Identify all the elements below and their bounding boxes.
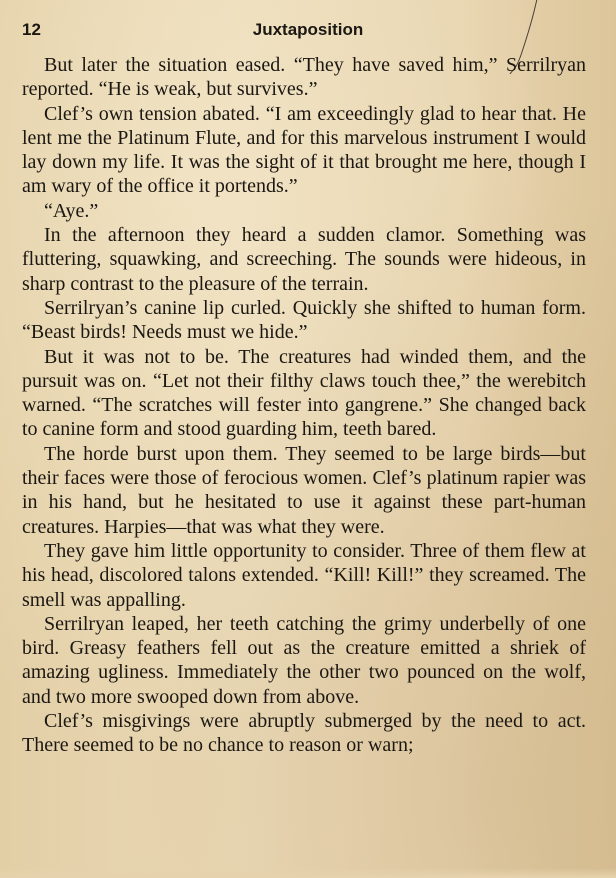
- paragraph: The horde burst upon them. They seemed to be large birds—but their faces were those of ferocious women. Clef’s platinum rapier was in his hand, but he hesitated to use it against these part-human creatures. Harpies—that was what they were.: [22, 442, 586, 538]
- page-number: 12: [22, 20, 41, 39]
- running-head: Juxtaposition: [252, 20, 364, 39]
- paragraph: But it was not to be. The creatures had winded them, and the pursuit was on. “Let not their filthy claws touch thee,” the werebitch warned. “The scratches will fester into gangrene.” She changed back to canine form and stood guarding him, teeth bared.: [22, 345, 586, 441]
- paragraph: In the afternoon they heard a sudden clamor. Something was fluttering, squawking, and screeching. The sounds were hideous, in sharp contrast to the pleasure of the terrain.: [22, 224, 586, 295]
- paragraph: Serrilryan’s canine lip curled. Quickly she shifted to human form. “Beast birds! Needs must we hide.”: [22, 296, 586, 344]
- page-header: [22, 18, 594, 46]
- body-text: [22, 53, 586, 758]
- paragraph: But later the situation eased. “They have saved him,” Serrilryan reported. “He is weak, but survives.”: [22, 54, 586, 101]
- paragraph: “Aye.”: [44, 199, 99, 222]
- paragraph: Serrilryan leaped, her teeth catching the grimy underbelly of one bird. Greasy feathers fell out as the creature emitted a shriek of amazing ugliness. Immediately the other two pounced on the wolf, and two more swooped down from above.: [22, 612, 586, 708]
- paragraph: Clef’s misgivings were abruptly submerged by the need to act. There seemed to be no chance to reason or warn;: [22, 710, 586, 757]
- page-bottom-edge: [0, 868, 616, 878]
- paragraph: Clef’s own tension abated. “I am exceedingly glad to hear that. He lent me the Platinum Flute, and for this marvelous instrument I would lay down my life. It was the sight of it that brought me here, though I am wary of the office it portends.”: [22, 102, 586, 198]
- paragraph: They gave him little opportunity to consider. Three of them flew at his head, discolored talons extended. “Kill! Kill!” they screamed. The smell was appalling.: [22, 539, 586, 611]
